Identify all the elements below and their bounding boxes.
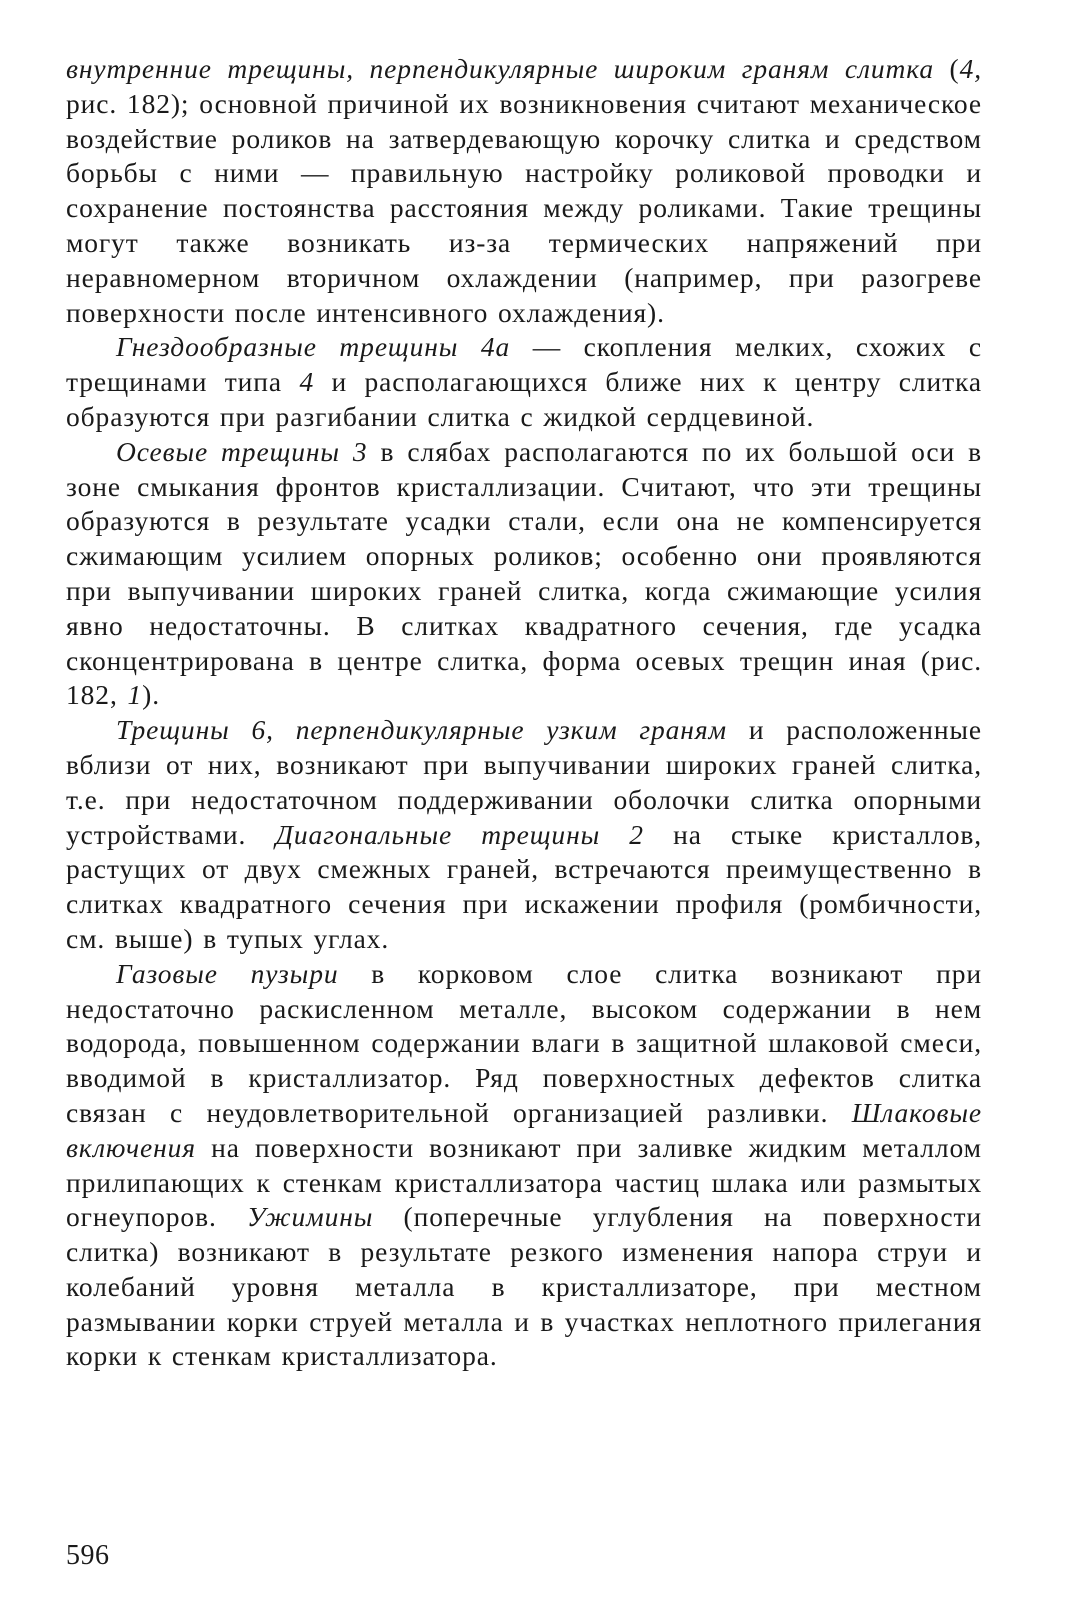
paragraph xyxy=(66,52,982,330)
paragraph xyxy=(66,957,982,1375)
page-number: 596 xyxy=(66,1540,110,1571)
text-run: — скопления мелких, схожих с трещинами типа xyxy=(66,331,982,398)
text-run: рис. 182); основной причиной их возникновения считают механическое воздействие роликов на затвердевающую корочку слитка и средством борьбы с ними — правильную настройку роликовой проводки и сохранение постоянства расстояния между роликами. Такие трещины могут также возникать из-за термических напряжений при неравномерном вторичном охлаждении (например, при разогреве поверхности после интенсивного охлаждения). xyxy=(66,87,982,328)
text-run: и расположенные вблизи от них, возникают при выпучивании широких граней слитка, т.е. при недостаточном поддерживании оболочки слитка опорными устройствами. xyxy=(66,714,983,850)
italic-term: Гнездообразные трещины 4а xyxy=(116,331,511,363)
paragraph xyxy=(66,713,982,957)
italic-term: Трещины 6, перпендикулярные узким граням xyxy=(116,714,727,746)
page-body xyxy=(66,52,982,1374)
italic-term: Шлаковые включения xyxy=(66,1096,982,1163)
text-run: в слябах располагаются по их большой оси в зоне смыкания фронтов кристаллизации. Считают, что эти трещины образуются в результате усадки стали, если она не компенсируется сжимающим усилием опорных роликов; особенно они проявляются при выпучивании широких граней слитка, когда сжимающие усилия явно недостаточны. В слитках квадратного сечения, где усадка сконцентрирована в центре слитка, форма осевых трещин иная (рис. 182, xyxy=(66,435,983,711)
italic-term: 4, xyxy=(959,53,982,84)
paragraphs-container xyxy=(66,52,982,1374)
italic-term: Газовые пузыри xyxy=(116,957,339,989)
italic-term: 1 xyxy=(127,679,143,711)
text-run: в корковом слое слитка возникают при недостаточно раскисленном металле, высоком содержании в нем водорода, повышенном содержании влаги в защитной шлаковой смеси, вводимой в кристаллизатор. Ряд поверхностных дефектов слитка связан с неудовлетворительной организацией разливки. xyxy=(66,957,982,1128)
italic-term: 4 xyxy=(299,366,315,398)
text-run: (поперечные углубления на поверхности слитка) возникают в результате резкого изменения напора струи и колебаний уровня металла в кристаллизаторе, при местном размывании корки струей металла и в участках неплотного прилегания корки к стенкам кристаллизатора. xyxy=(66,1201,982,1372)
text-run: и располагающихся ближе них к центру слитка образуются при разгибании слитка с жидкой сердцевиной. xyxy=(66,366,983,432)
text-run: на стыке кристаллов, растущих от двух смежных граней, встречаются преимущественно в слитках квадратного сечения при искажении профиля (ромбичности, см. выше) в тупых углах. xyxy=(66,818,982,954)
text-run: на поверхности возникают при заливке жидким металлом прилипающих к стенкам кристаллизатора частиц шлака или размытых огнеупоров. xyxy=(66,1131,982,1233)
text-run: ( xyxy=(933,53,960,84)
text-run: ). xyxy=(142,679,160,711)
italic-term: внутренние трещины, перпендикулярные широким граням слитка xyxy=(66,53,934,84)
paragraph xyxy=(66,330,982,434)
italic-term: Ужимины xyxy=(246,1201,374,1233)
italic-term: Диагональные трещины 2 xyxy=(275,818,644,850)
paragraph xyxy=(66,435,982,713)
italic-term: Осевые трещины 3 xyxy=(116,435,368,467)
